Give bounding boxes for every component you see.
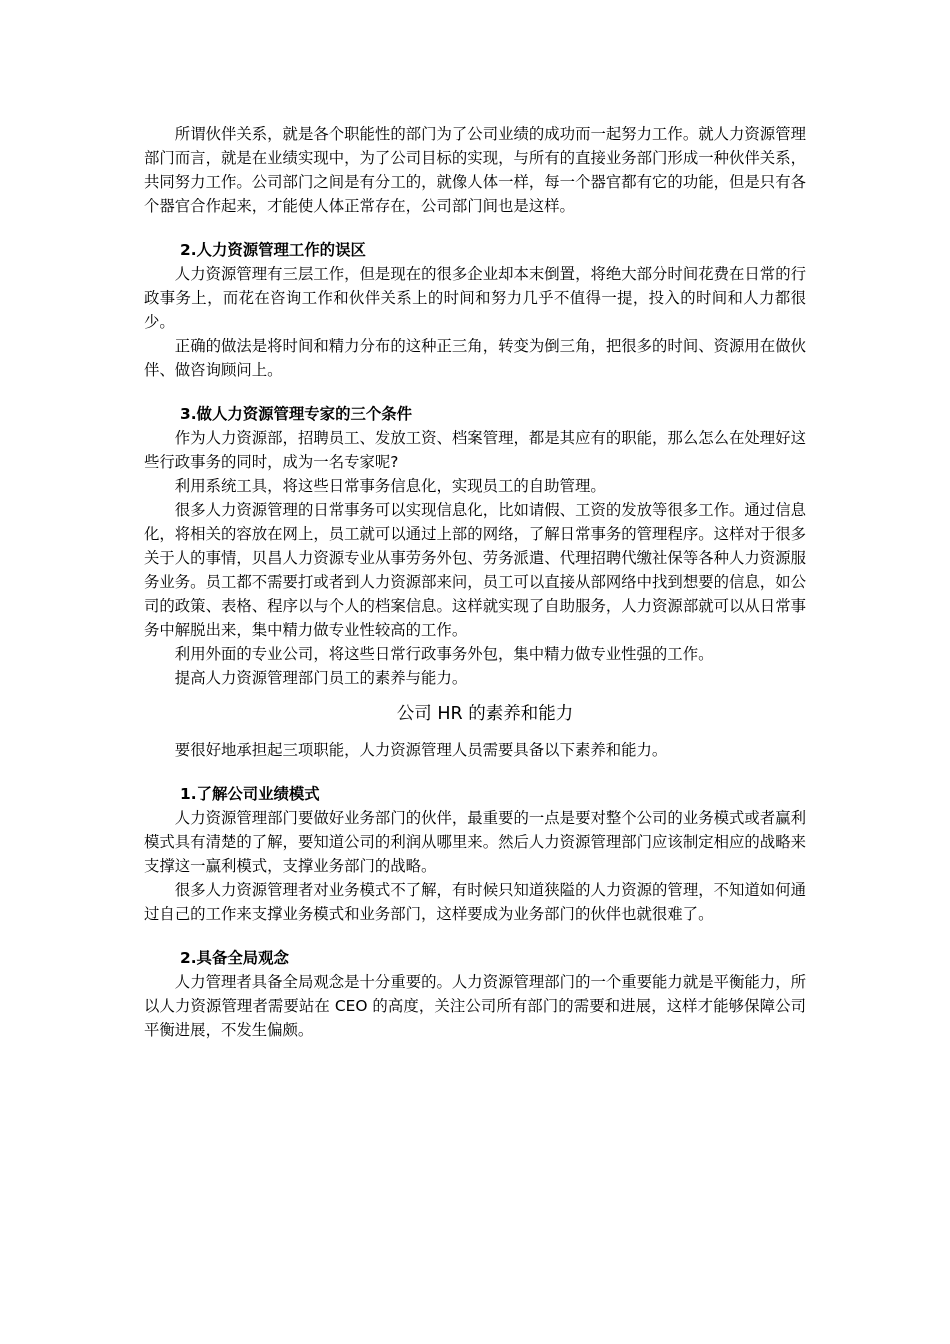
paragraph-informatization: 很多人力资源管理的日常事务可以实现信息化，比如请假、工资的发放等很多工作。通过信息化，将相关的容放在网上，员工就可以通过上部的网络，了解日常事务的管理程序。这样对于很多关于人的事情，贝昌人力资源专业从事劳务外包、劳务派遣、代理招聘代缴社保等各种人力资源服务业务。员工都不需要打或者到人力资源部来问，员工可以直接从部网络中找到想要的信息，如公司的政策、表格、程序以与个人的档案信息。这样就实现了自助服务，人力资源部就可以从日常事务中解脱出来，集中精力做专业性较高的工作。 <box>144 501 806 639</box>
paragraph-business-model-gap: 很多人力资源管理者对业务模式不了解，有时候只知道狭隘的人力资源的管理，不知道如何通过自己的工作来支撑业务模式和业务部门，这样要成为业务部门的伙伴也就很难了。 <box>144 881 806 923</box>
paragraph-business-model: 人力资源管理部门要做好业务部门的伙伴，最重要的一点是要对整个公司的业务模式或者赢利模式具有清楚的了解，要知道公司的利润从哪里来。然后人力资源管理部门应该制定相应的战略来支撑这一赢利模式，支撑业务部门的战略。 <box>144 809 806 875</box>
paragraph-improve-staff: 提高人力资源管理部门员工的素养与能力。 <box>174 669 468 687</box>
paragraph-system-tools: 利用系统工具，将这些日常事务信息化，实现员工的自助管理。 <box>174 477 606 495</box>
paragraph-section-intro: 要很好地承担起三项职能，人力资源管理人员需要具备以下素养和能力。 <box>174 741 668 759</box>
paragraph-partnership: 所谓伙伴关系，就是各个职能性的部门为了公司业绩的成功而一起努力工作。就人力资源管理部门而言，就是在业绩实现中，为了公司目标的实现，与所有的直接业务部门形成一种伙伴关系，共同努力工作。公司部门之间是有分工的，就像人体一样，每一个器官都有它的功能，但是只有各个器官合作起来，才能使人体正常存在，公司部门间也是这样。 <box>144 125 806 215</box>
paragraph-outsourcing: 利用外面的专业公司，将这些日常行政事务外包，集中精力做专业性强的工作。 <box>174 645 714 663</box>
section-title: 公司 HR 的素养和能力 <box>396 704 574 724</box>
paragraph-global-view: 人力管理者具备全局观念是十分重要的。人力资源管理部门的一个重要能力就是平衡能力，所以人力资源管理者需要站在 CEO 的高度，关注公司所有部门的需要和进展，这样才能够保障公司平衡进展，不发生偏颇。 <box>144 973 806 1039</box>
heading-business-model: 1.了解公司业绩模式 <box>180 785 320 803</box>
paragraph-three-layers: 人力资源管理有三层工作，但是现在的很多企业却本末倒置，将绝大部分时间花费在日常的行政事务上，而花在咨询工作和伙伴关系上的时间和努力几乎不值得一提，投入的时间和人力都很少。 <box>144 265 806 331</box>
paragraph-hr-duties: 作为人力资源部，招聘员工、发放工资、档案管理，都是其应有的职能，那么怎么在处理好这些行政事务的同时，成为一名专家呢? <box>144 429 806 471</box>
heading-expert-conditions: 3.做人力资源管理专家的三个条件 <box>180 405 413 423</box>
spacer <box>144 382 806 402</box>
spacer <box>144 926 806 946</box>
document-page <box>144 122 806 1042</box>
heading-hr-misconception: 2.人力资源管理工作的误区 <box>180 241 366 259</box>
spacer <box>144 762 806 782</box>
paragraph-correct-approach: 正确的做法是将时间和精力分布的这种正三角，转变为倒三角，把很多的时间、资源用在做伙伴、做咨询顾问上。 <box>144 337 806 379</box>
heading-global-view: 2.具备全局观念 <box>180 949 289 967</box>
spacer <box>144 690 806 700</box>
spacer <box>144 218 806 238</box>
spacer <box>144 728 806 738</box>
